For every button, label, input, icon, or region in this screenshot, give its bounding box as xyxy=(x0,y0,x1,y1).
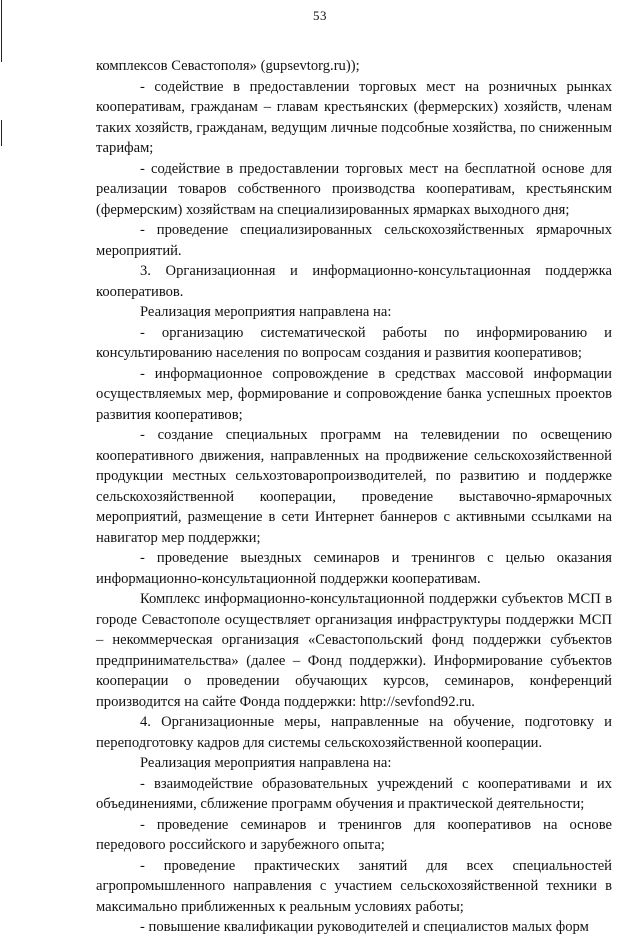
paragraph: - проведение практических занятий для всех специальностей агропромышленного направления с участием сельскохозяйственной техники в максимально приближенных к реальным условиях работы; xyxy=(96,857,612,915)
paragraph: - содействие в предоставлении торговых мест на бесплатной основе для реализации товаров собственного производства кооперативам, крестьянским (фермерским) хозяйствам на специализированных ярмарках выходного дня; xyxy=(96,160,612,218)
page-number: 53 xyxy=(313,8,327,23)
paragraph: - повышение квалификации руководителей и специалистов малых форм xyxy=(140,919,589,935)
paragraph: - проведение семинаров и тренингов для кооперативов на основе передового российского и зарубежного опыта; xyxy=(96,816,612,853)
paragraph: комплексов Севастополя» (gupsevtorg.ru)); xyxy=(96,58,360,74)
paragraph: - проведение выездных семинаров и тренингов с целью оказания информационно-консультационной поддержки кооперативам. xyxy=(96,550,612,587)
paragraph: - взаимодействие образовательных учреждений с кооперативами и их объединениями, сближение программ обучения и практической деятельности; xyxy=(96,775,612,812)
paragraph: - организацию систематической работы по информированию и консультированию населения по вопросам создания и развития кооперативов; xyxy=(96,324,612,361)
paragraph: Реализация мероприятия направлена на: xyxy=(140,304,392,320)
scan-edge-mark xyxy=(1,120,2,146)
paragraph: - создание специальных программ на телевидении по освещению кооперативного движения, направленных на продвижение сельскохозяйственной продукции местных сельхозтоваропроизводителей, по развитию и поддержке сельскохозяйственной кооперации, проведение выставочно-ярмарочных мероприятий, размещение в сети Интернет баннеров с активными ссылками на навигатор мер поддержки; xyxy=(96,427,612,546)
paragraph: - содействие в предоставлении торговых мест на розничных рынках кооперативам, гражданам – главам крестьянских (фермерских) хозяйств, членам таких хозяйств, гражданам, ведущим личные подсобные хозяйства, по сниженным тарифам; xyxy=(96,78,612,156)
section-heading: 3. Организационная и информационно-консультационная поддержка кооперативов. xyxy=(96,263,612,300)
paragraph: Комплекс информационно-консультационной поддержки субъектов МСП в городе Севастополе осуществляет организация инфраструктуры поддержки МСП – некоммерческая организация «Севастопольский фонд поддержки субъектов предпринимательства» (далее – Фонд поддержки). Информирование субъектов кооперации о проведении обучающих курсов, семинаров, конференций производится на сайте Фонда поддержки: http://sevfond92.ru. xyxy=(96,591,612,710)
section-heading: 4. Организационные меры, направленные на обучение, подготовку и переподготовку кадров для системы сельскохозяйственной кооперации. xyxy=(96,714,612,751)
document-body xyxy=(96,56,612,938)
paragraph: - проведение специализированных сельскохозяйственных ярмарочных мероприятий. xyxy=(96,222,612,259)
paragraph: Реализация мероприятия направлена на: xyxy=(140,755,392,771)
paragraph: - информационное сопровождение в средствах массовой информации осуществляемых мер, формирование и сопровождение банка успешных проектов развития кооперативов; xyxy=(96,365,612,423)
